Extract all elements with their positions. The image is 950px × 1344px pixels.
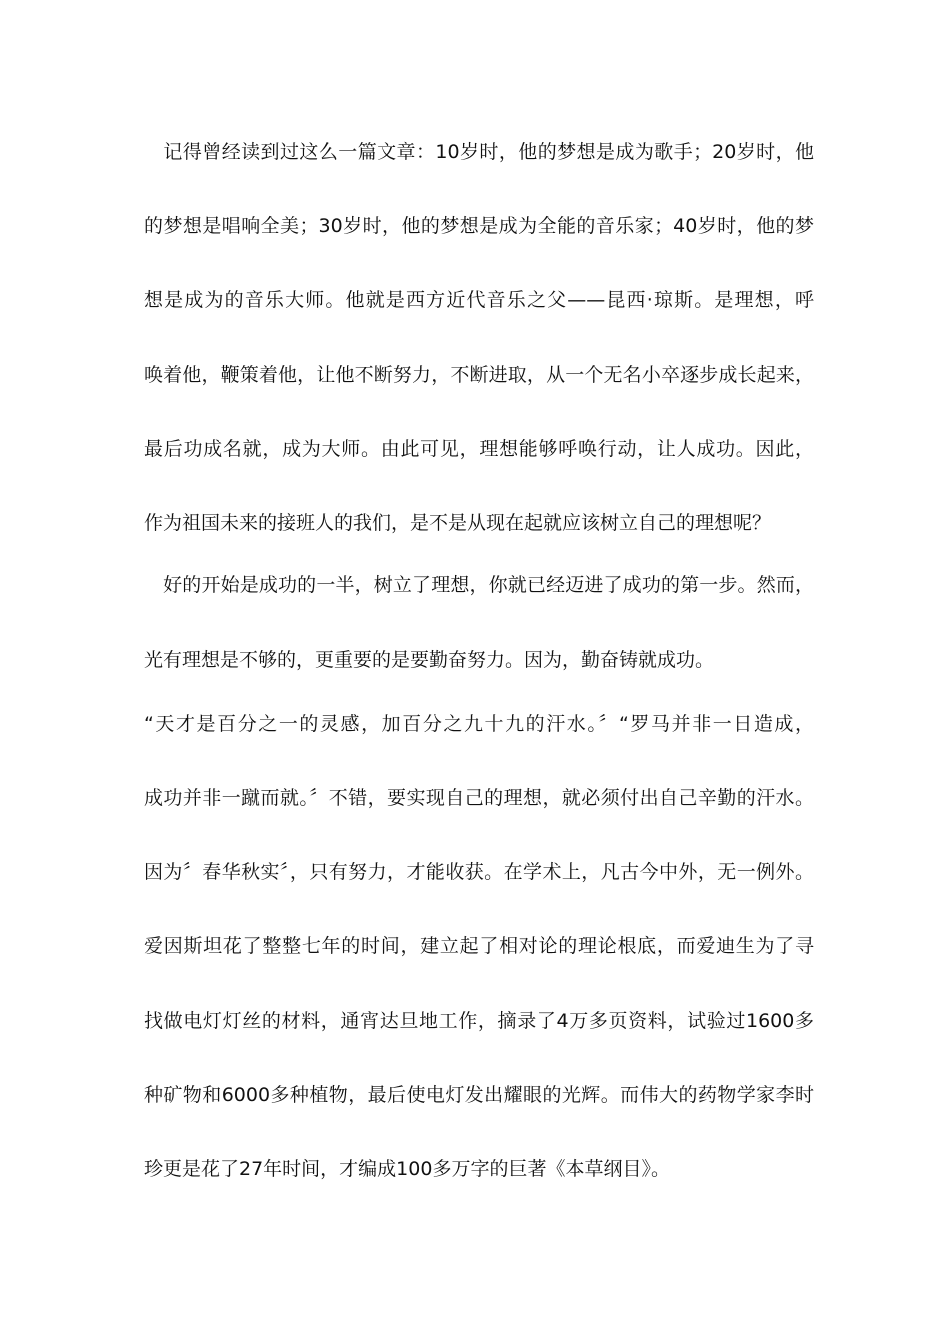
text-line: 唤着他，鞭策着他，让他不断努力，不断进取，从一个无名小卒逐步成长起来， [144,364,814,386]
text-line: 成功并非一蹴而就。〞不错，要实现自己的理想，就必须付出自己辛勤的汗水。 [144,787,814,809]
text-line: “天才是百分之一的灵感，加百分之九十九的汗水。〞“罗马并非一日造成， [144,713,814,735]
text-line: 光有理想是不够的，更重要的是要勤奋努力。因为，勤奋铸就成功。 [144,649,715,671]
text-line: 好的开始是成功的一半，树立了理想，你就已经迈进了成功的第一步。然而， [144,574,814,596]
text-line: 记得曾经读到过这么一篇文章：10岁时，他的梦想是成为歌手；20岁时，他 [144,141,814,163]
text-line: 最后功成名就，成为大师。由此可见，理想能够呼唤行动，让人成功。因此， [144,438,814,460]
text-line: 爱因斯坦花了整整七年的时间，建立起了相对论的理论根底，而爱迪生为了寻 [144,935,814,957]
text-line: 想是成为的音乐大师。他就是西方近代音乐之父——昆西·琼斯。是理想，呼 [144,289,814,311]
text-line: 作为祖国未来的接班人的我们，是不是从现在起就应该树立自己的理想呢？ [144,512,772,534]
text-line: 找做电灯灯丝的材料，通宵达旦地工作，摘录了4万多页资料，试验过1600多 [144,1010,814,1032]
text-line: 的梦想是唱响全美；30岁时，他的梦想是成为全能的音乐家；40岁时，他的梦 [144,215,814,237]
text-line: 珍更是花了27年时间，才编成100多万字的巨著《本草纲目》。 [144,1158,670,1180]
text-line: 因为〞春华秋实〞，只有努力，才能收获。在学术上，凡古今中外，无一例外。 [144,861,814,883]
text-line: 种矿物和6000多种植物，最后使电灯发出耀眼的光辉。而伟大的药物学家李时 [144,1084,814,1106]
